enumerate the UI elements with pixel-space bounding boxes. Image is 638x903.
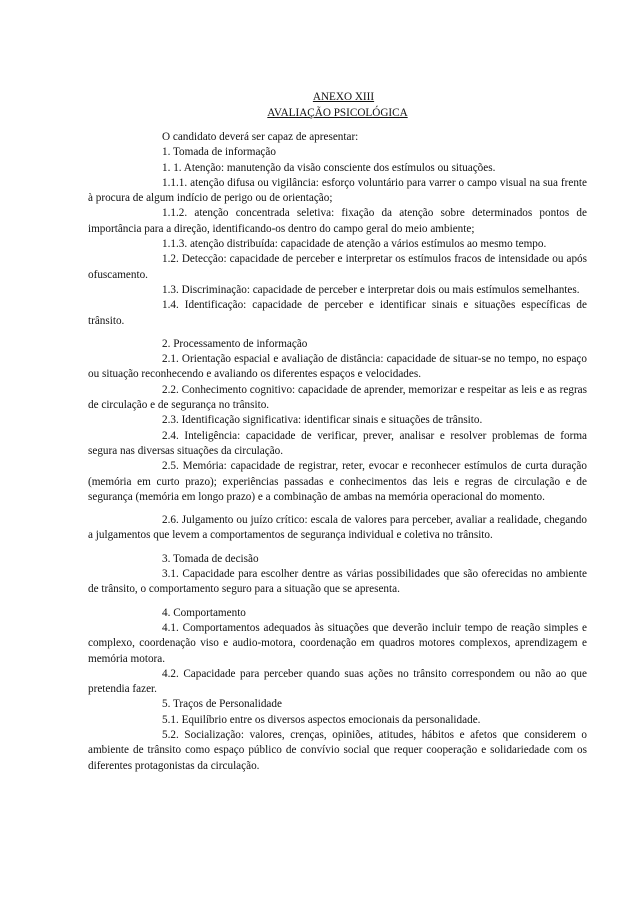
paragraph: 5.2. Socialização: valores, crenças, opiniões, atitudes, hábitos e afetos que considerem o ambiente de trânsito como espaço público de convívio social que requer cooperação e solidariedade com os diferentes protagonistas da circulação. — [88, 728, 587, 772]
paragraph: 1.2. Detecção: capacidade de perceber e interpretar os estímulos fracos de intensidade ou após ofuscamento. — [88, 253, 587, 281]
section-heading: 5. Traços de Personalidade — [162, 698, 282, 711]
paragraph: 4.2. Capacidade para perceber quando suas ações no trânsito correspondem ou não ao que pretendia fazer. — [88, 667, 587, 696]
paragraph: 2.3. Identificação significativa: identificar sinais e situações de trânsito. — [162, 414, 483, 427]
paragraph: 2.6. Julgamento ou juízo crítico: escala de valores para perceber, avaliar a realidade, chegando a julgamentos que levem a comportamentos de segurança individual e coletiva no trânsito. — [88, 514, 587, 542]
paragraph: 1.3. Discriminação: capacidade de perceber e interpretar dois ou mais estímulos semelhantes. — [162, 283, 580, 296]
paragraph: 2.5. Memória: capacidade de registrar, reter, evocar e reconhecer estímulos de curta duração (memória em curto prazo); experiências passadas e conhecimentos das leis e regras de circulação e de segurança (memória em longo prazo) e a combinação de ambas na memória operacional do momento. — [88, 460, 587, 503]
paragraph: 4.1. Comportamentos adequados às situações que deverão incluir tempo de reação simples e complexo, coordenação viso e audio-motora, coordenação em quadros motores complexos, aprendizagem e memória motora. — [88, 621, 587, 665]
paragraph: 2.2. Conhecimento cognitivo: capacidade de aprender, memorizar e respeitar as leis e as regras de circulação e de segurança no trânsito. — [88, 383, 587, 412]
paragraph: 1.4. Identificação: capacidade de perceber e identificar sinais e situações específicas de trânsito. — [88, 299, 587, 327]
document-body — [88, 130, 587, 774]
paragraph: 5.1. Equilíbrio entre os diversos aspectos emocionais da personalidade. — [162, 713, 481, 726]
paragraph: 1.1.3. atenção distribuída: capacidade de atenção a vários estímulos ao mesmo tempo. — [162, 238, 547, 251]
annex-number: ANEXO XIII — [312, 91, 375, 103]
intro-text: O candidato deverá ser capaz de apresentar: — [162, 131, 359, 143]
document-title: AVALIAÇÃO PSICOLÓGICA — [267, 107, 408, 119]
section-heading: 2. Processamento de informação — [162, 337, 308, 350]
section-heading: 3. Tomada de decisão — [162, 552, 259, 565]
paragraph: 1.1.1. atenção difusa ou vigilância: esforço voluntário para varrer o campo visual na sua frente à procura de algum indício de perigo ou de orientação; — [88, 176, 587, 205]
section-heading: 4. Comportamento — [162, 606, 246, 619]
paragraph: 1. 1. Atenção: manutenção da visão consciente dos estímulos ou situações. — [162, 161, 496, 174]
paragraph: 2.4. Inteligência: capacidade de verificar, prever, analisar e resolver problemas de forma segura nas diversas situações da circulação. — [88, 429, 587, 457]
paragraph: 2.1. Orientação espacial e avaliação de distância: capacidade de situar-se no tempo, no espaço ou situação reconhecendo e avaliando os diferentes espaços e velocidades. — [88, 353, 587, 381]
section-heading: 1. Tomada de informação — [162, 146, 276, 159]
paragraph: 3.1. Capacidade para escolher dentre as várias possibilidades que são oferecidas no ambiente de trânsito, o comportamento seguro para a situação que se apresenta. — [88, 568, 587, 596]
paragraph: 1.1.2. atenção concentrada seletiva: fixação da atenção sobre determinados pontos de importância para a direção, identificando-os dentro do campo geral do meio ambiente; — [88, 207, 587, 235]
